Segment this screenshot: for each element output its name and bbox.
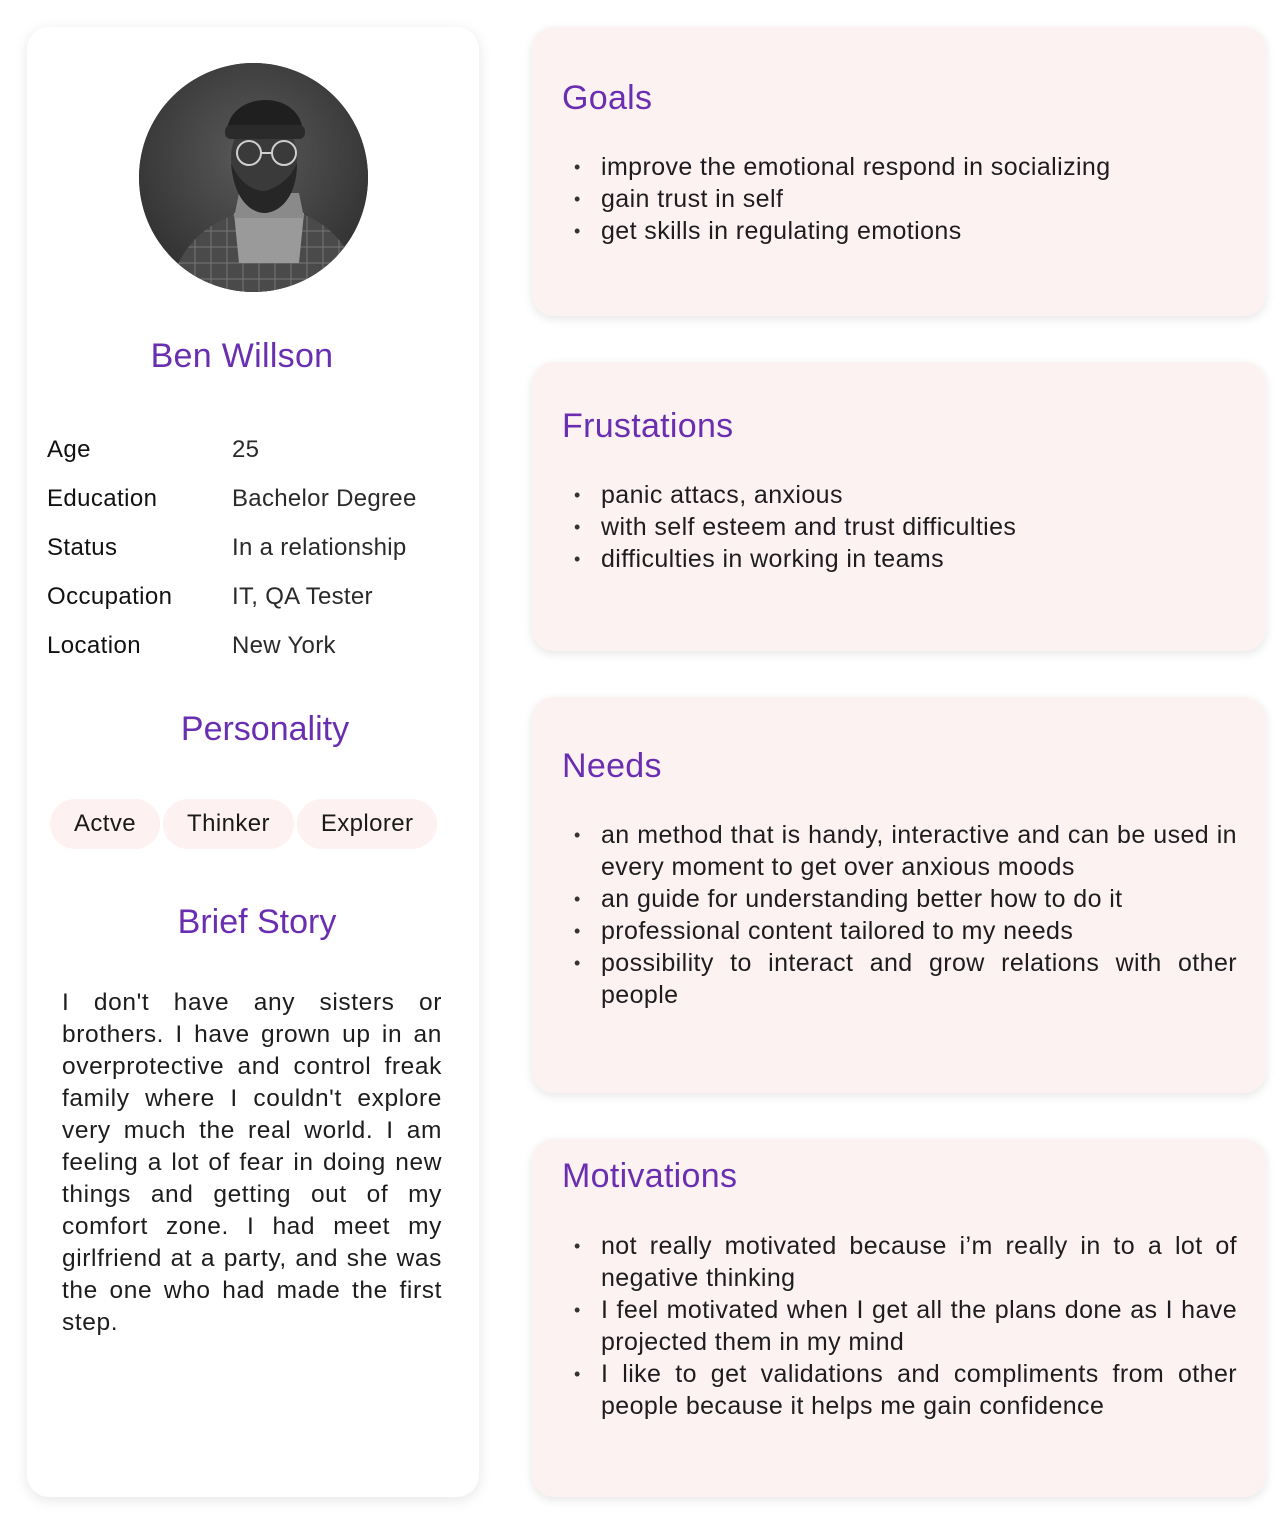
list-item: • panic attacs, anxious: [562, 479, 1237, 511]
list-item: • professional content tailored to my needs: [562, 915, 1237, 947]
list-item: • get skills in regulating emotions: [562, 215, 1237, 247]
personality-title: Personality: [180, 710, 350, 748]
list-item: • not really motivated because i’m really in to a lot of negative thinking: [562, 1230, 1237, 1294]
motivations-title: Motivations: [562, 1157, 738, 1195]
list-item: • gain trust in self: [562, 183, 1237, 215]
info-row-status: [47, 523, 467, 572]
goals-card: [532, 27, 1266, 316]
info-label: Location: [47, 631, 141, 659]
frustrations-list: [562, 479, 1237, 575]
info-label: Occupation: [47, 582, 173, 610]
list-item: • difficulties in working in teams: [562, 543, 1237, 575]
personality-traits: [50, 799, 437, 849]
list-item: • with self esteem and trust difficulties: [562, 511, 1237, 543]
info-label: Status: [47, 533, 118, 561]
brief-story-text: I don't have any sisters or brothers. I have grown up in an overprotective and control freak family where I couldn't explore very much the real world. I am feeling a lot of fear in doing new things and getting out of my comfort zone. I had meet my girlfriend at a party, and she was the one who had made the first step.: [62, 989, 442, 1336]
person-name: Ben Willson: [150, 337, 334, 375]
frustrations-card: [532, 362, 1266, 651]
info-value: New York: [232, 631, 336, 659]
goals-title: Goals: [562, 79, 653, 117]
info-value: In a relationship: [232, 533, 407, 561]
profile-info-table: [47, 425, 467, 670]
motivations-card: [532, 1139, 1266, 1497]
list-item: • an method that is handy, interactive and can be used in every moment to get over anxious moods: [562, 819, 1237, 883]
trait-chip: Actve: [50, 799, 160, 849]
list-item: • I feel motivated when I get all the plans done as I have projected them in my mind: [562, 1294, 1237, 1358]
info-value: Bachelor Degree: [232, 484, 417, 512]
info-label: Education: [47, 484, 158, 512]
trait-chip: Explorer: [297, 799, 438, 849]
brief-story-title: Brief Story: [177, 903, 337, 941]
info-value: IT, QA Tester: [232, 582, 373, 610]
needs-card: [532, 697, 1266, 1093]
info-row-education: [47, 474, 467, 523]
info-row-occupation: [47, 572, 467, 621]
profile-photo: [139, 63, 368, 292]
list-item: • an guide for understanding better how to do it: [562, 883, 1237, 915]
trait-chip: Thinker: [163, 799, 294, 849]
list-item: • possibility to interact and grow relations with other people: [562, 947, 1237, 1011]
frustrations-title: Frustations: [562, 407, 734, 445]
needs-title: Needs: [562, 747, 662, 785]
profile-card: [27, 27, 479, 1497]
list-item: • improve the emotional respond in socializing: [562, 151, 1237, 183]
info-value: 25: [232, 435, 260, 463]
motivations-list: [562, 1230, 1237, 1422]
person-portrait-icon: [139, 63, 368, 292]
goals-list: [562, 151, 1237, 247]
needs-list: [562, 819, 1237, 1011]
info-row-location: [47, 621, 467, 670]
list-item: • I like to get validations and compliments from other people because it helps me gain confidence: [562, 1358, 1237, 1422]
info-label: Age: [47, 435, 91, 463]
info-row-age: [47, 425, 467, 474]
